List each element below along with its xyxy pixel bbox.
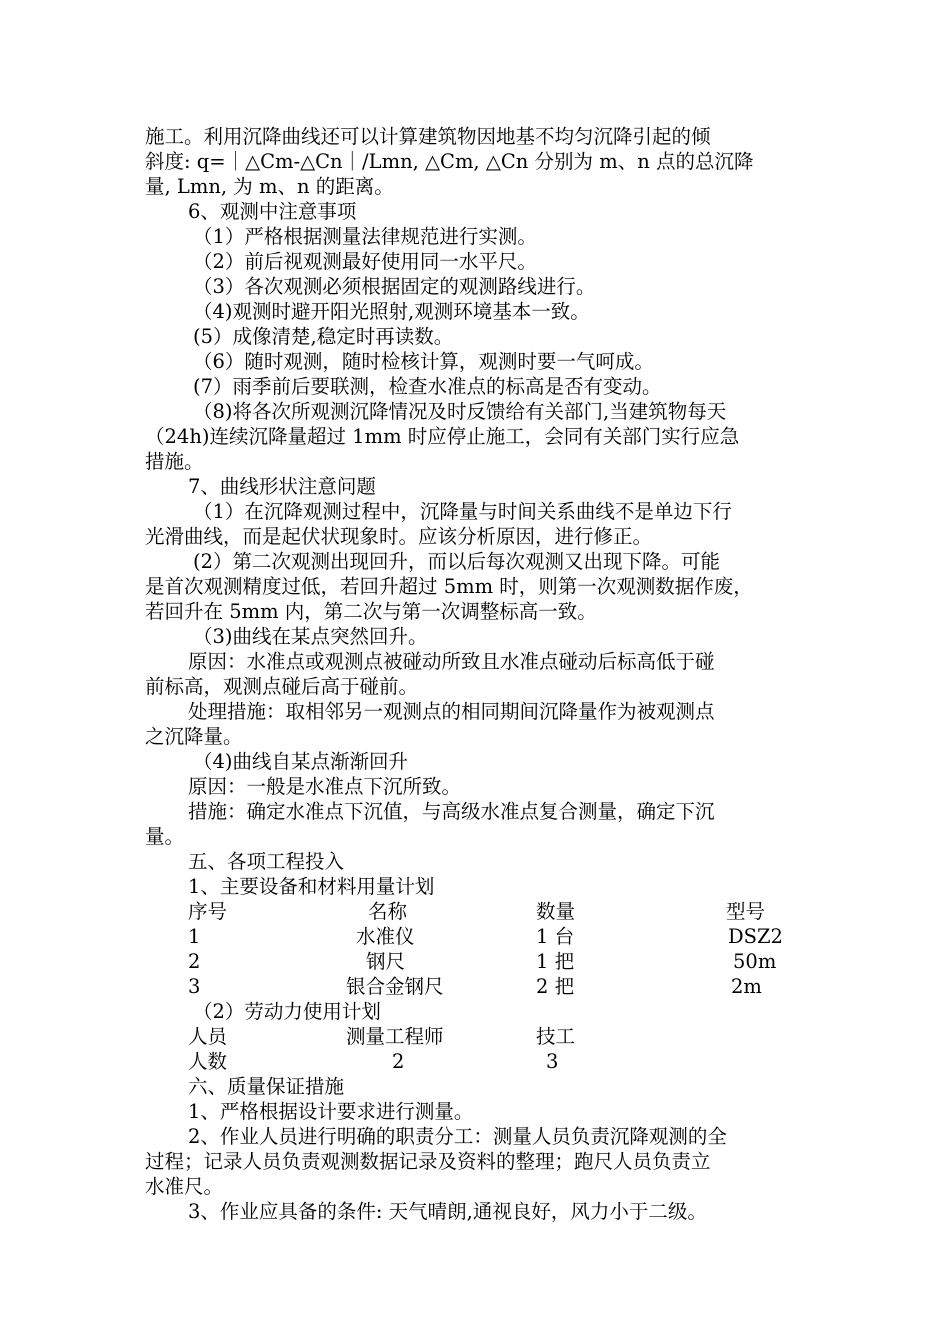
text-line: 若回升在 5mm 内，第二次与第一次调整标高一致。 bbox=[145, 600, 597, 623]
list-item: 3、作业应具备的条件: 天气晴朗,通视良好，风力小于二级。 bbox=[188, 1200, 707, 1223]
section-heading: 7、曲线形状注意问题 bbox=[188, 475, 376, 498]
table-cell: 测量工程师 bbox=[346, 1025, 444, 1048]
section-heading: 6、观测中注意事项 bbox=[188, 200, 357, 223]
table-cell: 3 bbox=[546, 1050, 559, 1073]
table-header-cell: 名称 bbox=[368, 900, 408, 923]
list-item: 1、严格根据设计要求进行测量。 bbox=[188, 1100, 474, 1123]
text-line: 措施。 bbox=[145, 450, 204, 473]
text-line: 过程；记录人员负责观测数据记录及资料的整理；跑尺人员负责立 bbox=[145, 1150, 711, 1173]
table-cell: 人数 bbox=[188, 1050, 228, 1073]
list-item: （6）随时观测，随时检核计算，观测时要一气呵成。 bbox=[193, 350, 654, 373]
text-line: 量, Lmn, 为 m、n 的距离。 bbox=[145, 175, 394, 198]
list-item: （3）各次观测必须根据固定的观测路线进行。 bbox=[193, 275, 596, 298]
text-line: 原因：水准点或观测点被碰动所致且水准点碰动后标高低于碰 bbox=[188, 650, 715, 673]
table-cell: DSZ2 bbox=[728, 925, 783, 948]
table-header-cell: 数量 bbox=[536, 900, 576, 923]
table-cell: 1 bbox=[188, 925, 201, 948]
section-heading: 1、主要设备和材料用量计划 bbox=[188, 875, 435, 898]
text-line: 水准尺。 bbox=[145, 1175, 224, 1198]
list-item: （1）在沉降观测过程中，沉降量与时间关系曲线不是单边下行 bbox=[193, 500, 732, 523]
table-header-cell: 型号 bbox=[726, 900, 766, 923]
table-cell: 3 bbox=[188, 975, 201, 998]
table-cell: 银合金钢尺 bbox=[346, 975, 444, 998]
list-item: (5）成像清楚,稳定时再读数。 bbox=[193, 325, 454, 348]
section-heading: 六、质量保证措施 bbox=[188, 1075, 345, 1098]
table-cell: 技工 bbox=[536, 1025, 576, 1048]
section-heading: （2）劳动力使用计划 bbox=[193, 1000, 381, 1023]
text-line: 处理措施：取相邻另一观测点的相同期间沉降量作为被观测点 bbox=[188, 700, 715, 723]
table-cell: 钢尺 bbox=[366, 950, 406, 973]
table-cell: 2 把 bbox=[536, 975, 575, 998]
table-cell: 2 bbox=[188, 950, 201, 973]
table-cell: 1 把 bbox=[536, 950, 575, 973]
text-line: （24h)连续沉降量超过 1mm 时应停止施工，会同有关部门实行应急 bbox=[145, 425, 740, 448]
text-line: 之沉降量。 bbox=[145, 725, 243, 748]
table-cell: 1 台 bbox=[536, 925, 575, 948]
list-item: （1）严格根据测量法律规范进行实测。 bbox=[193, 225, 537, 248]
table-cell: 2 bbox=[392, 1050, 405, 1073]
list-item: 2、作业人员进行明确的职责分工：测量人员负责沉降观测的全 bbox=[188, 1125, 727, 1148]
table-cell: 人员 bbox=[188, 1025, 228, 1048]
list-item: （4)观测时避开阳光照射,观测环境基本一致。 bbox=[193, 300, 590, 323]
table-cell: 2m bbox=[731, 975, 762, 998]
table-cell: 水准仪 bbox=[356, 925, 415, 948]
text-line: 措施：确定水准点下沉值，与高级水准点复合测量，确定下沉 bbox=[188, 800, 715, 823]
text-line: 前标高，观测点碰后高于碰前。 bbox=[145, 675, 419, 698]
list-item: （2）前后视观测最好使用同一水平尺。 bbox=[193, 250, 537, 273]
text-line: 量。 bbox=[145, 825, 185, 848]
text-line: 光滑曲线，而是起伏状现象时。应该分析原因，进行修正。 bbox=[145, 525, 653, 548]
text-line: 斜度: q=｜△Cm-△Cn｜/Lmn, △Cm, △Cn 分别为 m、n 点的总沉降 bbox=[145, 150, 754, 173]
text-line: 施工。利用沉降曲线还可以计算建筑物因地基不均匀沉降引起的倾 bbox=[145, 125, 711, 148]
list-item: （3)曲线在某点突然回升。 bbox=[193, 625, 428, 648]
table-cell: 50m bbox=[733, 950, 777, 973]
text-line: 原因：一般是水准点下沉所致。 bbox=[188, 775, 462, 798]
table-header-cell: 序号 bbox=[188, 900, 228, 923]
list-item: (7）雨季前后要联测，检查水准点的标高是否有变动。 bbox=[193, 375, 662, 398]
list-item: (2）第二次观测出现回升，而以后每次观测又出现下降。可能 bbox=[193, 550, 721, 573]
section-heading: 五、各项工程投入 bbox=[188, 850, 345, 873]
list-item: （4)曲线自某点渐渐回升 bbox=[193, 750, 409, 773]
list-item: （8)将各次所观测沉降情况及时反馈给有关部门,当建筑物每天 bbox=[193, 400, 727, 423]
text-line: 是首次观测精度过低，若回升超过 5mm 时，则第一次观测数据作废， bbox=[145, 575, 753, 598]
